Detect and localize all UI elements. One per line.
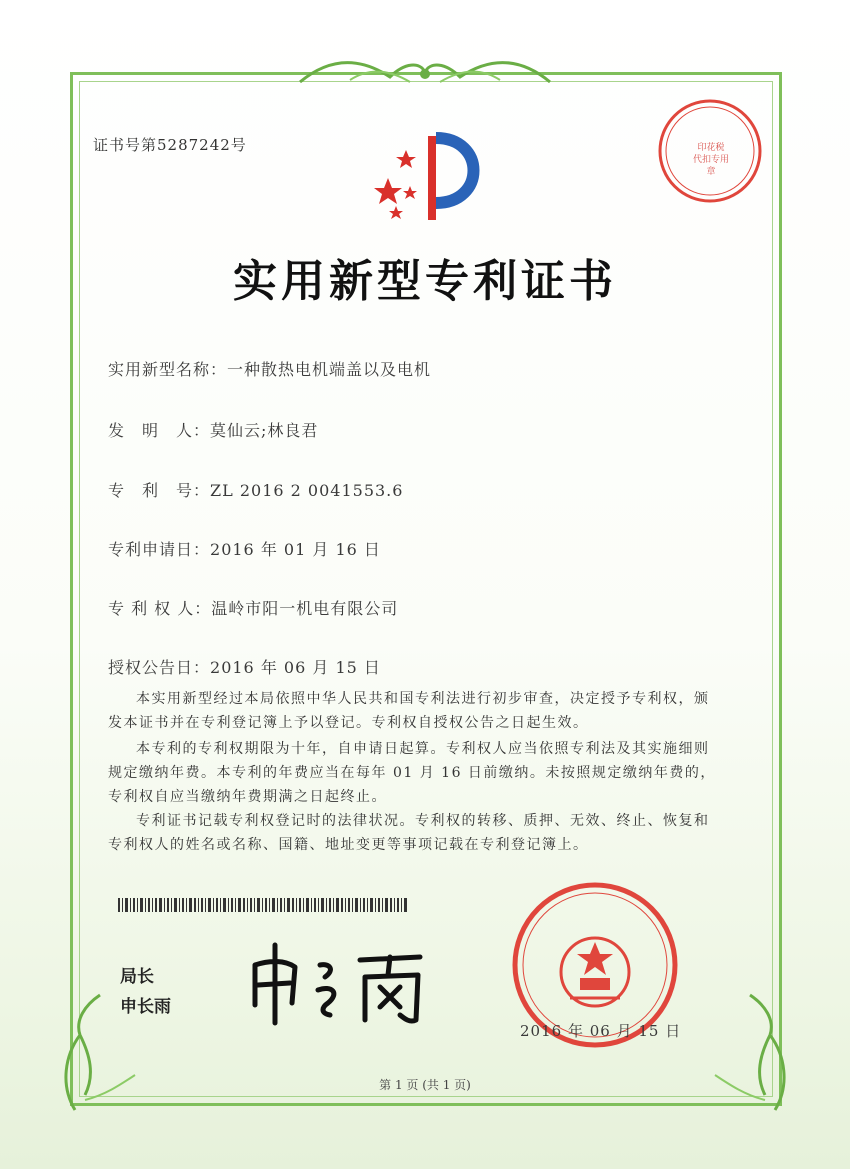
body-paragraph-2: 本专利的专利权期限为十年，自申请日起算。专利权人应当依照专利法及其实施细则规定缴纳年费。本专利的年费应当在每年 01 月 16 日前缴纳。未按照规定缴纳年费的，专利权自应当缴纳年费期满之日起终止。 xyxy=(108,741,716,805)
field-label: 专利申请日： xyxy=(108,540,211,559)
field-patentee xyxy=(108,596,398,619)
field-patent-number xyxy=(108,478,403,501)
certificate-number: 证书号第5287242号 xyxy=(93,136,247,154)
field-value: 2016 年 01 月 16 日 xyxy=(210,540,381,559)
field-value: 温岭市阳一机电有限公司 xyxy=(211,599,399,618)
page-number: 第 1 页 (共 1 页) xyxy=(379,1078,471,1092)
field-value: 2016 年 06 月 15 日 xyxy=(210,658,381,677)
field-label: 专 利 权 人： xyxy=(108,599,212,618)
field-label: 授权公告日： xyxy=(108,658,211,677)
field-value: 一种散热电机端盖以及电机 xyxy=(227,360,432,379)
field-application-date xyxy=(108,537,381,560)
handwritten-signature-icon xyxy=(240,935,440,1030)
field-label: 实用新型名称： xyxy=(108,360,228,379)
barcode-icon xyxy=(118,898,408,912)
certificate-title: 实用新型专利证书 xyxy=(233,256,617,307)
top-floral-ornament-icon xyxy=(290,52,560,92)
field-label: 发 明 人： xyxy=(108,421,211,440)
field-value: 莫仙云;林良君 xyxy=(210,421,319,440)
seal-date: 2016 年 06 月 15 日 xyxy=(520,1022,682,1040)
bottom-right-floral-ornament-icon xyxy=(710,985,795,1115)
tax-stamp-seal-text: 印花税 代扣专用章 xyxy=(692,143,729,177)
field-grant-date xyxy=(108,655,381,678)
director-name: 申长雨 xyxy=(120,997,171,1017)
field-inventors xyxy=(108,418,318,441)
field-utility-model-name xyxy=(108,357,431,380)
field-label: 专 利 号： xyxy=(108,481,211,500)
field-value: ZL 2016 2 0041553.6 xyxy=(210,481,404,500)
director-title: 局长 xyxy=(120,967,154,987)
cnipa-emblem-icon xyxy=(366,128,496,228)
body-paragraph-1: 本实用新型经过本局依照中华人民共和国专利法进行初步审查，决定授予专利权，颁发本证书并在专利登记簿上予以登记。专利权自授权公告之日起生效。 xyxy=(108,691,710,731)
body-paragraph-3: 专利证书记载专利权登记时的法律状况。专利权的转移、质押、无效、终止、恢复和专利权人的姓名或名称、国籍、地址变更等事项记载在专利登记簿上。 xyxy=(108,813,710,853)
